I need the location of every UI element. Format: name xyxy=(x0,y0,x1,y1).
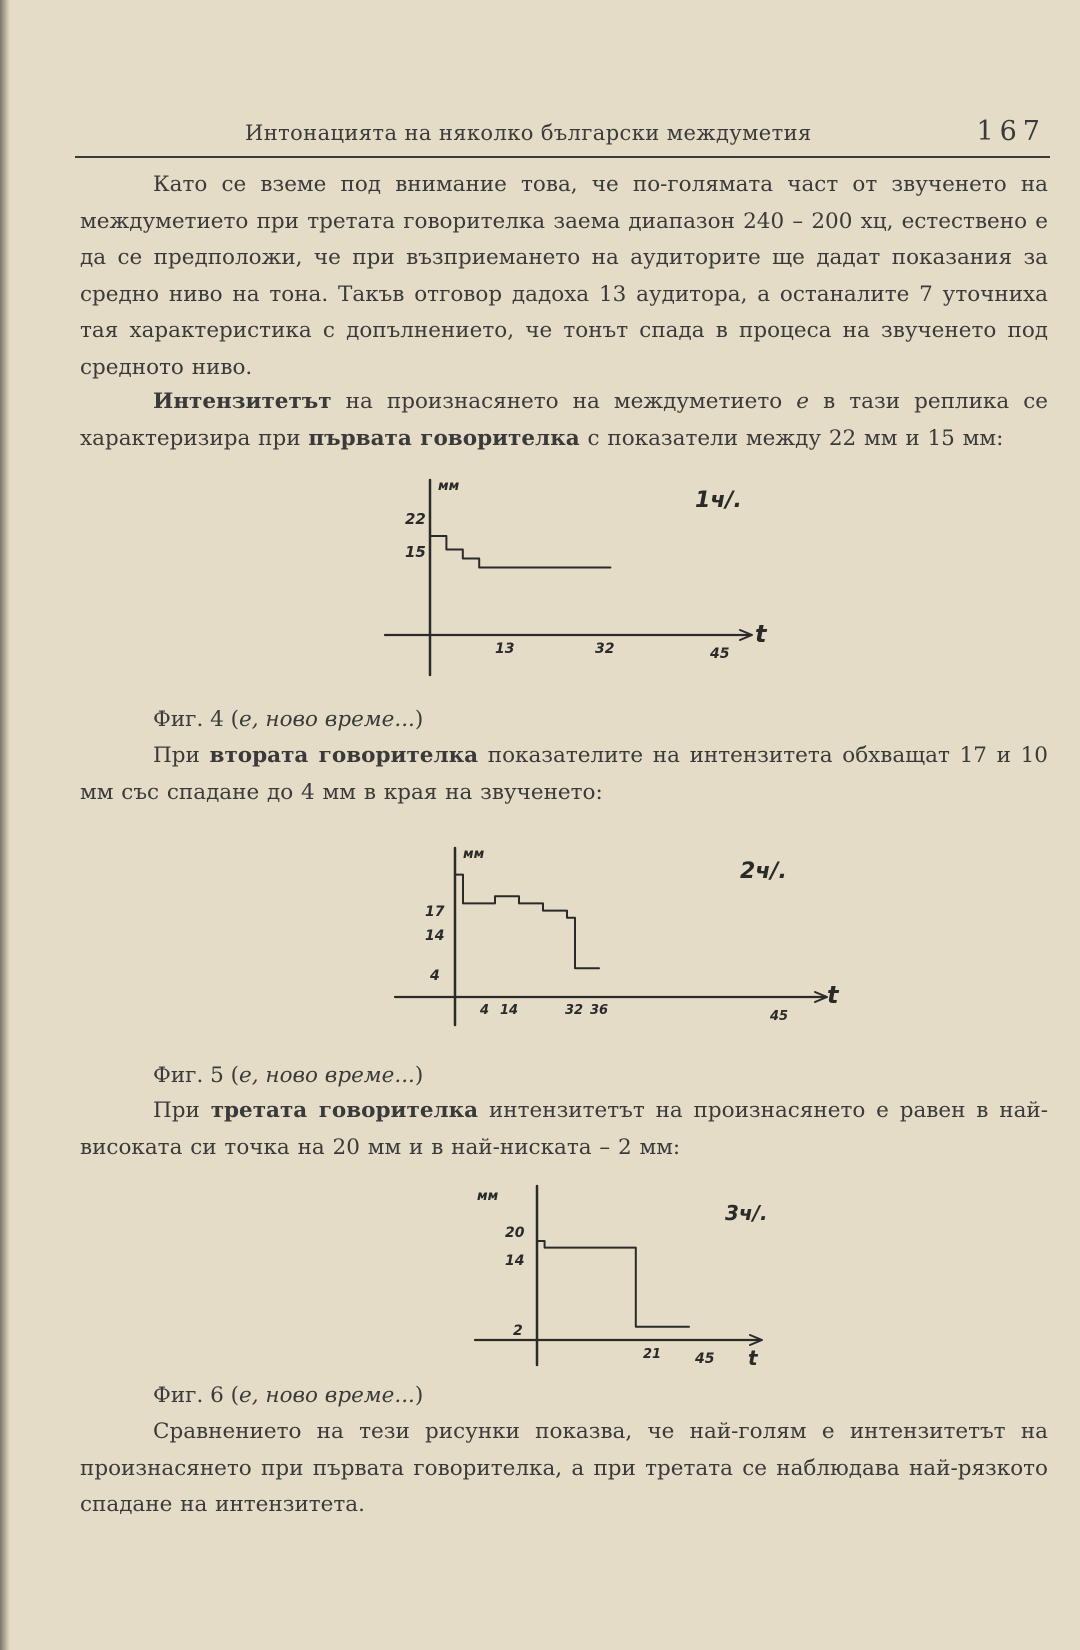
y-axis-label: мм xyxy=(477,1189,499,1204)
paragraph-4-text-a: При xyxy=(153,1098,211,1123)
caption-italic: е, ново време... xyxy=(239,1063,415,1088)
caption-prefix: Фиг. 6 ( xyxy=(153,1383,240,1408)
term-intensity: Интензитетът xyxy=(153,389,332,414)
x-tick-label: 13 xyxy=(495,641,515,657)
caption-suffix: ) xyxy=(414,1063,424,1088)
paragraph-4-text-b: интензитетът на произнасянето е равен в най-високата си точка на 20 мм и в най-ниската – 2 мм: xyxy=(80,1098,1048,1160)
x-axis-label: t xyxy=(827,981,839,1009)
intensity-curve xyxy=(430,536,610,568)
figure-label: 2ч/. xyxy=(740,859,787,884)
y-tick-label: 15 xyxy=(405,543,426,561)
x-tick-label: 45 xyxy=(695,1351,715,1367)
figure-6-chart xyxy=(465,1180,785,1375)
y-tick-label: 14 xyxy=(505,1253,525,1269)
y-tick-label: 20 xyxy=(505,1225,525,1241)
x-tick-label: 32 xyxy=(595,641,615,657)
paragraph-5: Сравнението на тези рисунки показва, че най-голям е интензитетът на произнасянето при първата говорителка, а при третата се наблюдава най-рязкото спадане на интензитета. xyxy=(80,1419,1048,1517)
intensity-curve xyxy=(455,875,599,969)
figure-5-caption xyxy=(153,1058,423,1094)
running-head xyxy=(75,112,1050,158)
y-tick-label: 4 xyxy=(430,968,440,984)
paragraph-4 xyxy=(80,1093,1048,1166)
x-tick-label: 45 xyxy=(770,1009,789,1024)
y-tick-label: 17 xyxy=(425,904,445,920)
x-tick-label: 36 xyxy=(590,1003,609,1018)
interjection-e: е xyxy=(796,389,810,414)
caption-prefix: Фиг. 4 ( xyxy=(153,707,240,732)
paragraph-3 xyxy=(80,738,1048,811)
caption-suffix: ) xyxy=(414,707,424,732)
caption-prefix: Фиг. 5 ( xyxy=(153,1063,240,1088)
speaker-1: първата говорителка xyxy=(308,425,580,451)
intensity-curve xyxy=(537,1208,689,1327)
paragraph-3-text-b: показателите на интензитета обхващат 17 и 10 мм със спадане до 4 мм в края на звученето: xyxy=(80,743,1048,805)
figure-4-caption xyxy=(153,702,423,738)
paragraph-2-text-a: на произнасянето на междуметието xyxy=(331,389,797,414)
x-tick-label: 45 xyxy=(710,646,730,662)
figure-4-chart xyxy=(355,470,795,685)
y-tick-label: 2 xyxy=(513,1323,523,1339)
y-axis-label: мм xyxy=(438,479,460,494)
y-tick-label: 14 xyxy=(425,928,445,944)
y-tick-label: 22 xyxy=(405,510,426,528)
x-tick-label: 4 xyxy=(480,1003,490,1018)
figure-6-caption xyxy=(153,1378,423,1414)
x-tick-label: 32 xyxy=(565,1003,584,1018)
running-title: Интонацията на няколко български междуметия xyxy=(245,121,812,145)
speaker-3: третата говорителка xyxy=(210,1098,479,1123)
caption-suffix: ) xyxy=(414,1383,424,1408)
paragraph-3-text-a: При xyxy=(153,743,210,768)
x-axis-label: t xyxy=(755,620,767,648)
figure-5-chart xyxy=(385,840,855,1035)
paragraph-2-text-c: с показатели между 22 мм и 15 мм: xyxy=(579,425,1004,451)
x-tick-label: 21 xyxy=(643,1347,662,1362)
page-number: 167 xyxy=(976,116,1046,147)
figure-label: 1ч/. xyxy=(695,488,742,513)
book-spine-shadow xyxy=(0,0,10,1650)
x-tick-label: 14 xyxy=(500,1003,519,1018)
paragraph-2 xyxy=(80,384,1048,457)
paragraph-1: Като се вземе под внимание това, че по-голямата част от звученето на междуметието при третата говорителка заема диапазон 240 – 200 хц, естествено е да се предположи, че при възприемането на аудиторите ще дадат показания за средно ниво на тона. Такъв отговор дадоха 13 аудитора, а останалите 7 уточниха тая характеристика с допълнението, че тонът спада в процеса на звученето под средното ниво. xyxy=(80,172,1048,380)
speaker-2: втората говорителка xyxy=(209,743,479,768)
figure-label: 3ч/. xyxy=(725,1201,768,1225)
caption-italic: е, ново време... xyxy=(239,1383,415,1408)
y-axis-label: мм xyxy=(463,847,485,862)
paragraph-2-text-b: в тази реплика се характеризира при xyxy=(80,389,1048,451)
x-axis-label: t xyxy=(748,1346,758,1370)
caption-italic: е, ново време... xyxy=(239,707,415,732)
